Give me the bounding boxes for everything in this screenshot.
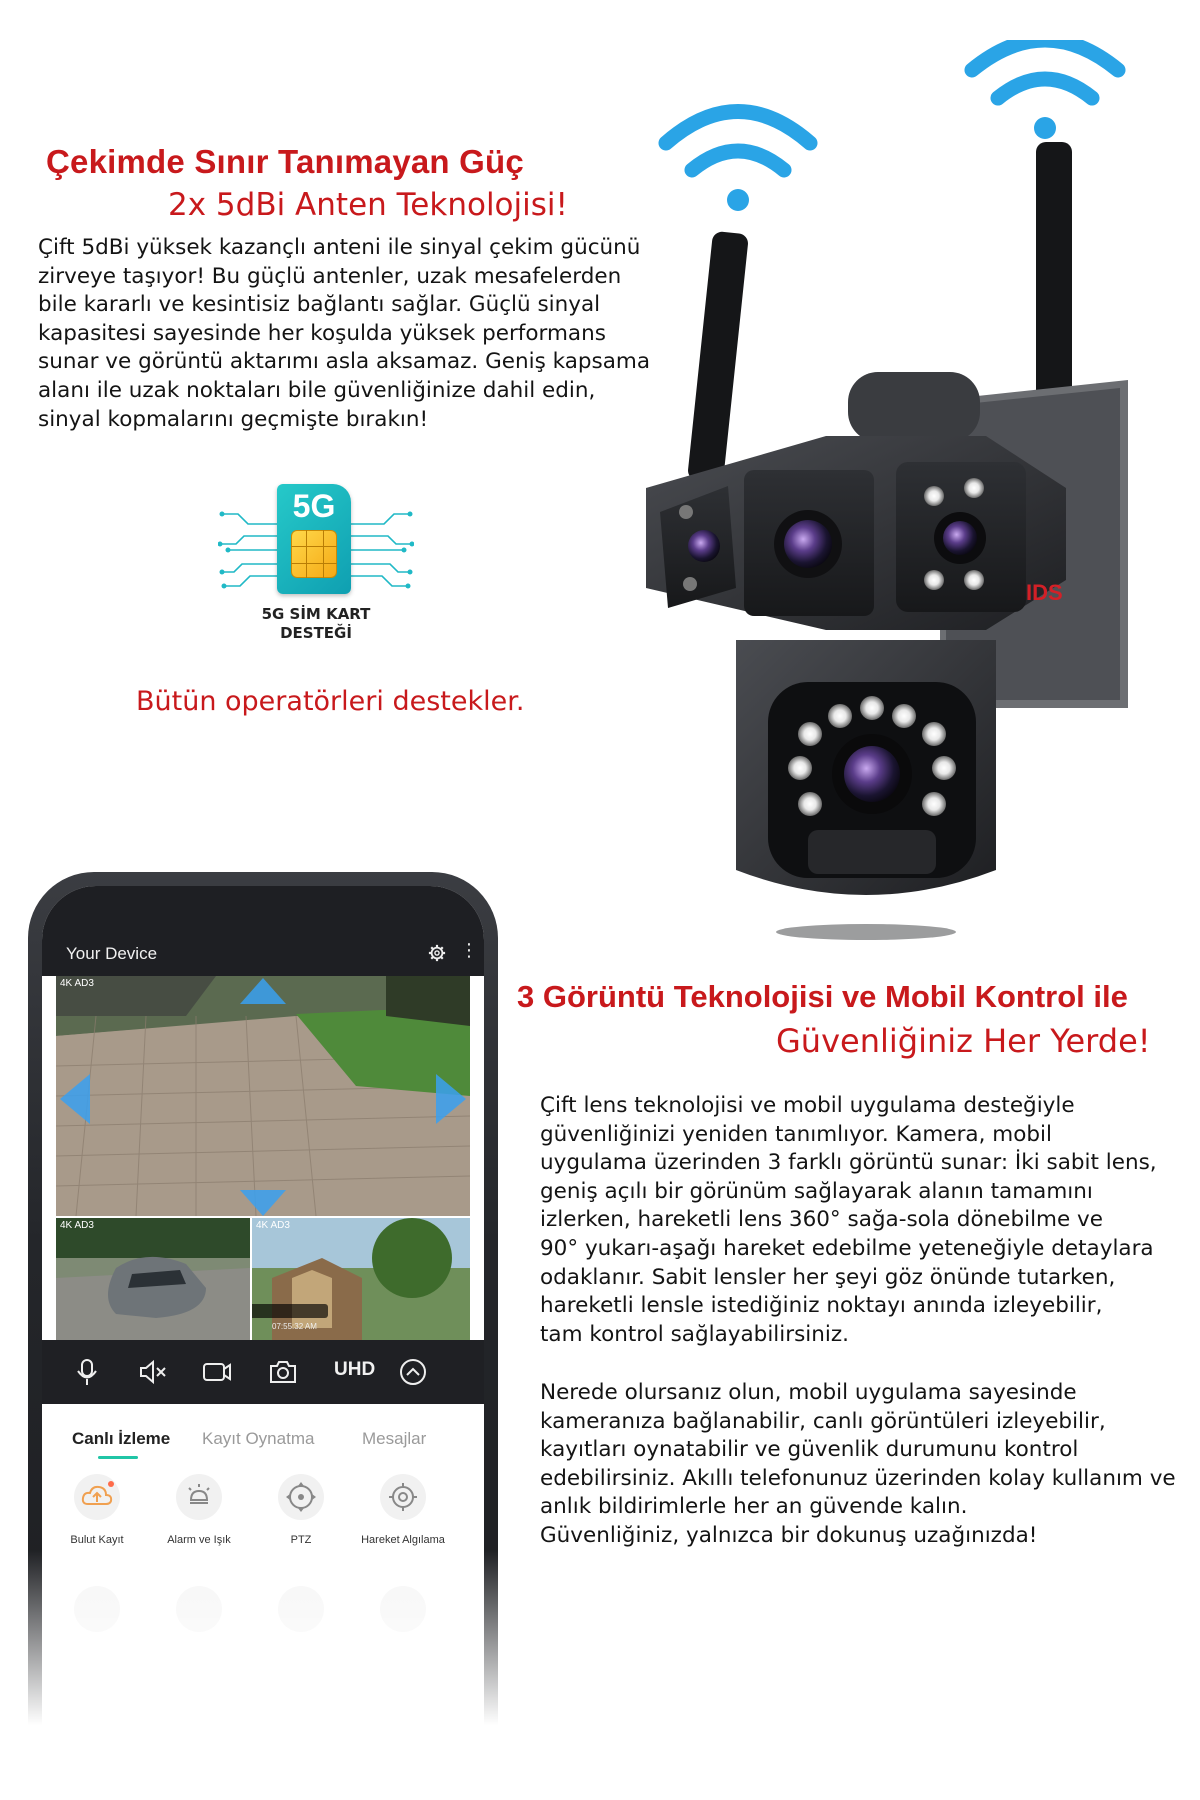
paragraph-line: Nerede olursanız olun, mobil uygulama sayesinde bbox=[540, 1380, 1077, 1405]
ptz-icon bbox=[278, 1474, 324, 1520]
feature-label: PTZ bbox=[290, 1534, 312, 1546]
headline-signal: Çekimde Sınır Tanımayan Güç bbox=[46, 143, 524, 180]
paragraph-line: odaklanır. Sabit lensler her şeyi göz önünde tutarken, bbox=[540, 1264, 1116, 1290]
record-video-icon[interactable] bbox=[202, 1358, 232, 1386]
wifi-icon bbox=[666, 112, 810, 212]
sim-chip-icon bbox=[291, 530, 337, 578]
headline-mobile: 3 Görüntü Teknolojisi ve Mobil Kontrol ile bbox=[517, 979, 1128, 1014]
tab-playback[interactable]: Kayıt Oynatma bbox=[202, 1429, 315, 1448]
feature-label: Bulut Kayıt bbox=[70, 1534, 124, 1546]
sim-card-badge bbox=[218, 484, 414, 644]
paragraph-line: hareketli lensle istediğiniz noktayı anında izleyebilir, bbox=[540, 1293, 1103, 1319]
sub-feed-tag: 4K AD3 bbox=[256, 1220, 290, 1231]
paragraph-line: Güvenliğiniz, yalnızca bir dokunuş uzağınızda! bbox=[540, 1522, 1038, 1548]
paragraph-line: kapasitesi sayesinde her koşulda yüksek performans bbox=[38, 320, 606, 346]
paragraph-line: Çift lens teknolojisi ve mobil uygulama desteğiyle bbox=[540, 1093, 1075, 1118]
pan-up-arrow-icon[interactable] bbox=[240, 978, 286, 1004]
phone-fade-overlay bbox=[0, 1550, 560, 1800]
paragraph-line: 90° yukarı-aşağı hareket edebilme yeteneğiyle detaylara bbox=[540, 1235, 1154, 1261]
live-feed-main[interactable] bbox=[56, 976, 470, 1216]
paragraph-line: tam kontrol sağlayabilirsiniz. bbox=[540, 1321, 849, 1347]
feature-label: Alarm ve Işık bbox=[167, 1534, 231, 1546]
mobile-description bbox=[540, 1379, 1190, 1551]
wifi-icon bbox=[972, 40, 1118, 139]
more-menu-icon[interactable]: ⋮ bbox=[460, 940, 478, 961]
cloud-upload-icon bbox=[74, 1474, 120, 1520]
paragraph-line: alanı ile uzak noktaları bile güvenliğinize dahil edin, bbox=[38, 377, 596, 403]
tab-live-view[interactable]: Canlı İzleme bbox=[72, 1429, 171, 1448]
sim-card-icon bbox=[277, 484, 351, 594]
paragraph-line: uygulama üzerinden 3 farklı görüntü sunar: İki sabit lens, bbox=[540, 1150, 1157, 1176]
paragraph-line: geniş açılı bir görünüm sağlayarak alanın tamamını bbox=[540, 1178, 1093, 1204]
antenna-description bbox=[38, 234, 658, 434]
gear-icon[interactable] bbox=[428, 944, 446, 962]
sim-5g-text: 5G bbox=[292, 488, 336, 524]
pan-down-arrow-icon[interactable] bbox=[240, 1190, 286, 1216]
paragraph-line: güvenliğinizi yeniden tanımlıyor. Kamera, mobil bbox=[540, 1121, 1052, 1147]
pan-left-arrow-icon[interactable] bbox=[60, 1074, 90, 1124]
operators-text: Bütün operatörleri destekler. bbox=[136, 686, 525, 717]
subheadline-security: Güvenliğiniz Her Yerde! bbox=[776, 1022, 1151, 1060]
snapshot-camera-icon[interactable] bbox=[268, 1358, 298, 1386]
light-icon bbox=[176, 1474, 222, 1520]
paragraph-line: anlık bildirimlerle her an güvende kalın. bbox=[540, 1494, 968, 1520]
paragraph-line: kameranıza bağlanabilir, canlı görüntüleri izleyebilir, bbox=[540, 1408, 1106, 1434]
brand-logo: IDS bbox=[1026, 580, 1063, 605]
tab-messages[interactable]: Mesajlar bbox=[362, 1429, 427, 1448]
paragraph-line: kayıtları oynatabilir ve güvenlik durumunu kontrol bbox=[540, 1437, 1079, 1463]
control-bar bbox=[42, 1340, 484, 1404]
paragraph-line: bile kararlı ve kesintisiz bağlantı sağlar. Güçlü sinyal bbox=[38, 292, 601, 318]
paragraph-line: sinyal kopmalarını geçmişte bırakın! bbox=[38, 406, 429, 432]
paragraph-line: Çift 5dBi yüksek kazançlı anteni ile sinyal çekim gücünü bbox=[38, 235, 641, 260]
paragraph-line: zirveye taşıyor! Bu güçlü antenler, uzak mesafelerden bbox=[38, 263, 622, 289]
camera-view-image bbox=[56, 976, 470, 1216]
feature-cloud-recording[interactable] bbox=[42, 1474, 152, 1546]
feed-resolution-tag: 4K AD3 bbox=[60, 978, 94, 989]
app-header bbox=[42, 886, 484, 976]
paragraph-line: izlerken, hareketli lens 360° sağa-sola dönebilme ve bbox=[540, 1207, 1104, 1233]
camera-illustration bbox=[640, 40, 1160, 960]
lens-description bbox=[540, 1092, 1190, 1349]
playback-controls[interactable] bbox=[252, 1304, 328, 1318]
motion-detect-icon bbox=[380, 1474, 426, 1520]
subheadline-antenna: 2x 5dBi Anten Teknolojisi! bbox=[168, 187, 568, 223]
feature-motion-detection[interactable] bbox=[348, 1474, 458, 1546]
app-tabs bbox=[42, 1404, 484, 1464]
sim-label bbox=[218, 605, 414, 643]
sim-label-line: DESTEĞİ bbox=[280, 624, 352, 642]
chevron-up-icon[interactable] bbox=[398, 1358, 428, 1386]
microphone-icon[interactable] bbox=[72, 1358, 102, 1386]
sim-label-line: 5G SİM KART bbox=[261, 605, 371, 623]
quality-toggle[interactable]: UHD bbox=[334, 1359, 376, 1380]
feature-label: Hareket Algılama bbox=[361, 1534, 445, 1546]
pan-right-arrow-icon[interactable] bbox=[436, 1074, 466, 1124]
timestamp: 07:55:32 AM bbox=[272, 1322, 317, 1331]
paragraph-line: edebilirsiniz. Akıllı telefonunuz üzerinden kolay kullanım ve bbox=[540, 1465, 1176, 1491]
paragraph-line: sunar ve görüntü aktarımı asla aksamaz. Geniş kapsama bbox=[38, 349, 651, 375]
feature-alarm-light[interactable] bbox=[144, 1474, 254, 1546]
active-tab-indicator bbox=[98, 1456, 138, 1459]
live-feed-right[interactable] bbox=[252, 1218, 470, 1340]
camera-view-image bbox=[56, 1218, 250, 1340]
feature-ptz[interactable] bbox=[246, 1474, 356, 1546]
live-feed-left[interactable] bbox=[56, 1218, 250, 1340]
speaker-mute-icon[interactable] bbox=[138, 1358, 168, 1386]
sub-feed-tag: 4K AD3 bbox=[60, 1220, 94, 1231]
device-title: Your Device bbox=[66, 944, 158, 963]
